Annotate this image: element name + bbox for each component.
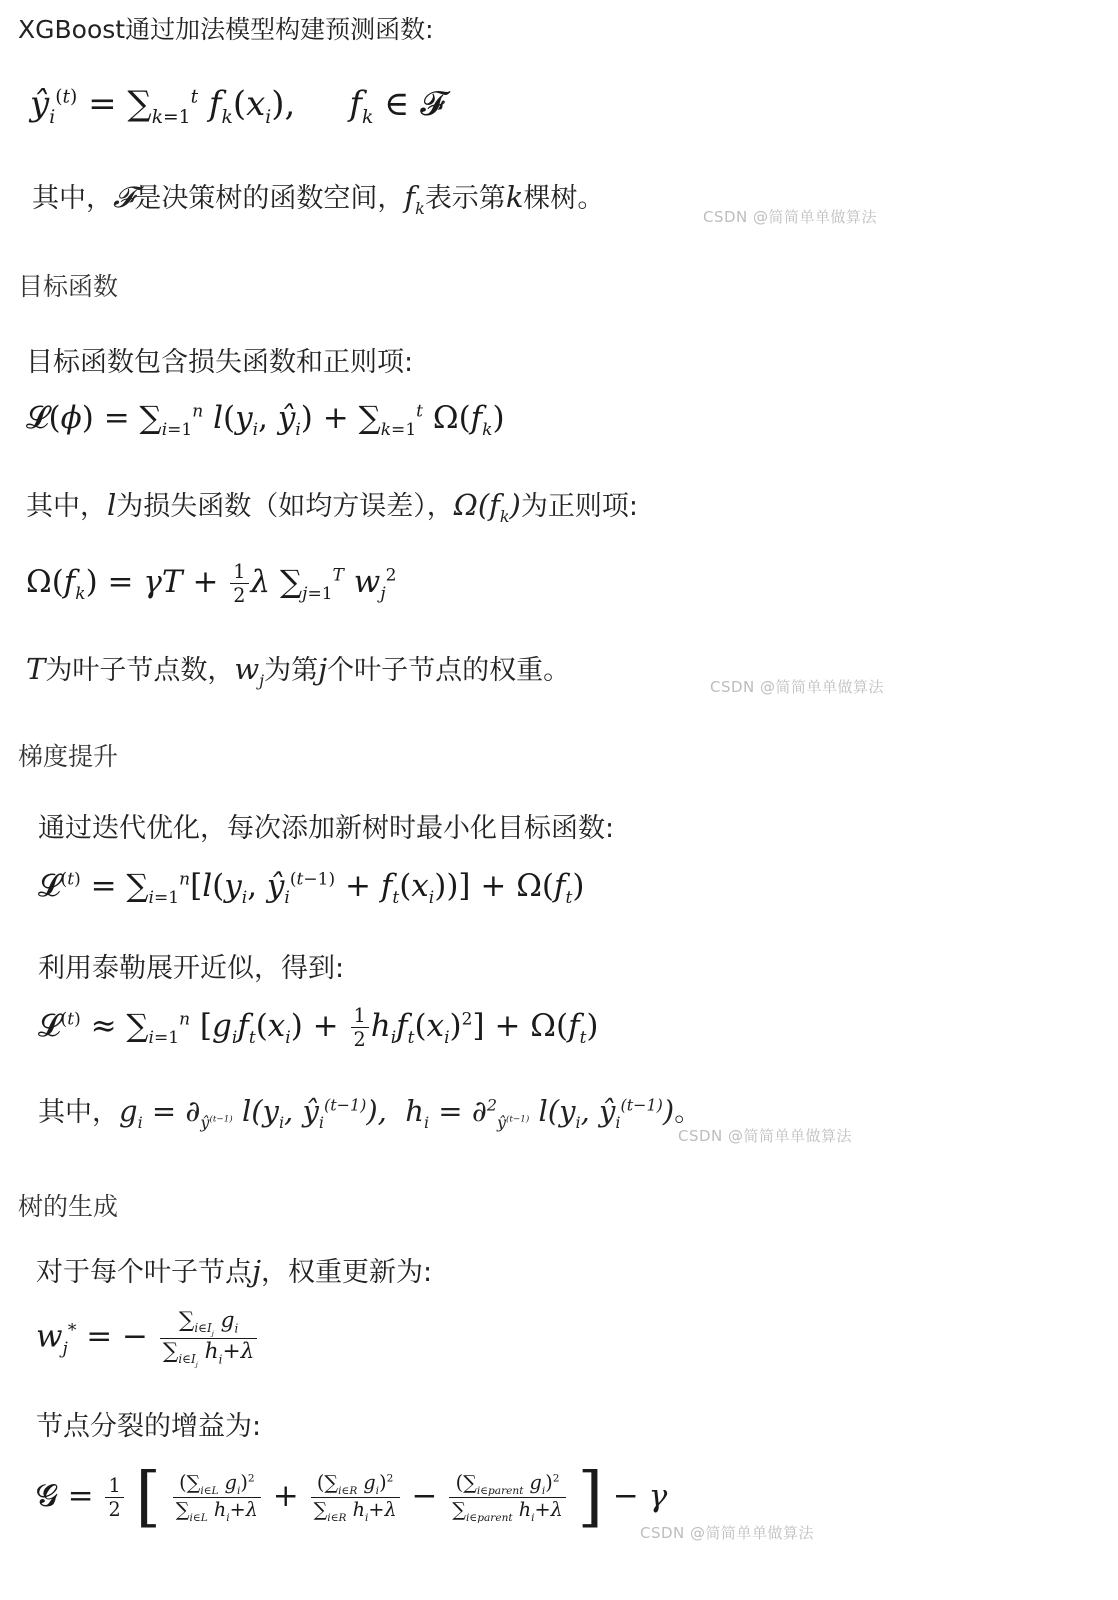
gradient-definitions: 其中，$g_i = \partial_{ŷ^{(t-1)}}$ $l(y_i$, $ŷ_i^{(t-1)}$), $h_i = \partial^2_{ŷ^{(t-1)}}$ $l(y_i$, $ŷ_i^{(t-1)}$)。 [38,1094,702,1132]
formula-model: $ŷ_i^{(t)} = \sum_{k=1}^t$ $f_k(x_i)$, $f_k$ ∈ 𝓕 [30,84,446,128]
gradient-intro: 通过迭代优化，每次添加新树时最小化目标函数: [38,813,615,844]
leaf-2: 为第 [264,655,319,686]
obj-where-2: 为损失函数（如均方误差）， [116,491,454,522]
formula-regularization: $\Omega(f_k) = \gamma T$ + $\frac{1}{2}$ λ $\sum_{j=1}^T$ $w_j^2$ [26,560,397,607]
gh-where: 其中， [38,1097,119,1128]
model-where-3: 表示第 [424,183,506,214]
formula-weight: $w_j^*$ = − $\frac{\sum_{i\in I_j} g_i}{\sum_{i\in I_j} h_i+\lambda}$ [36,1308,259,1368]
objective-intro: 目标函数包含损失函数和正则项: [26,347,414,378]
watermark: CSDN @简简单单做算法 [710,678,885,696]
watermark: CSDN @简简单单做算法 [640,1524,815,1542]
watermark: CSDN @简简单单做算法 [703,208,878,226]
objective-explanation: 其中，l为损失函数（如均方误差），$\Omega(f_k)$为正则项: [26,488,638,526]
leaf-explanation: T为叶子节点数，$w_j$为第j个叶子节点的权重。 [26,652,571,690]
model-where-4: 棵树。 [523,183,605,214]
formula-taylor: 𝓛$^{(t)}$ ≈ $\sum_{i=1}^n$ [$g_if_t(x_i)$ + $\frac{1}{2}$ $h_if_t(x_i)^2] + \Omega(f_t)$ [38,1004,599,1051]
tree-intro-1: 对于每个叶子节点 [36,1257,252,1288]
section-heading-objective: 目标函数 [18,272,119,301]
formula-objective: 𝓛(ϕ) = $\sum_{i=1}^n$ $l(y_i$, $ŷ_i) + \sum_{k=1}^t$ $\Omega(f_k)$ [26,400,505,441]
watermark: CSDN @简简单单做算法 [678,1127,853,1145]
gain-intro: 节点分裂的增益为: [36,1411,262,1442]
leaf-1: 为叶子节点数， [45,655,235,686]
obj-where-3: 为正则项: [520,491,638,522]
intro-text: XGBoost通过加法模型构建预测函数: [18,15,434,44]
model-where-label: 其中， [32,183,113,214]
tree-intro: 对于每个叶子节点j，权重更新为: [36,1254,433,1288]
model-where-2: 是决策树的函数空间， [134,183,405,214]
taylor-text: 利用泰勒展开近似，得到: [38,953,345,984]
formula-iterative-objective: 𝓛$^{(t)}$ = $\sum_{i=1}^n[l(y_i$, $ŷ_i^{(t-1)} + f_t(x_i))] + \Omega(f_t)$ [38,868,585,909]
obj-where-1: 其中， [26,491,107,522]
model-explanation: 其中，𝓕是决策树的函数空间，$f_k$表示第k棵树。 [32,180,605,218]
section-heading-tree: 树的生成 [18,1192,119,1221]
tree-intro-2: ，权重更新为: [261,1257,433,1288]
leaf-3: 个叶子节点的权重。 [327,655,571,686]
formula-gain: 𝓖 = $\frac{1}{2}$ [ $\frac{(\sum_{i\in L} g_i)^2}{\sum_{i\in L} h_i+\lambda}$ + $\frac{(\sum_{i\in R} g_i)^2}{\sum_{i\in R} h_i+\lambda}$ − $\frac{(\sum_{i\in parent} g_i)^2}{\sum_{i\in parent} h_i+\lambda}$ ] − γ [36,1460,668,1535]
section-heading-gradient: 梯度提升 [18,742,119,771]
